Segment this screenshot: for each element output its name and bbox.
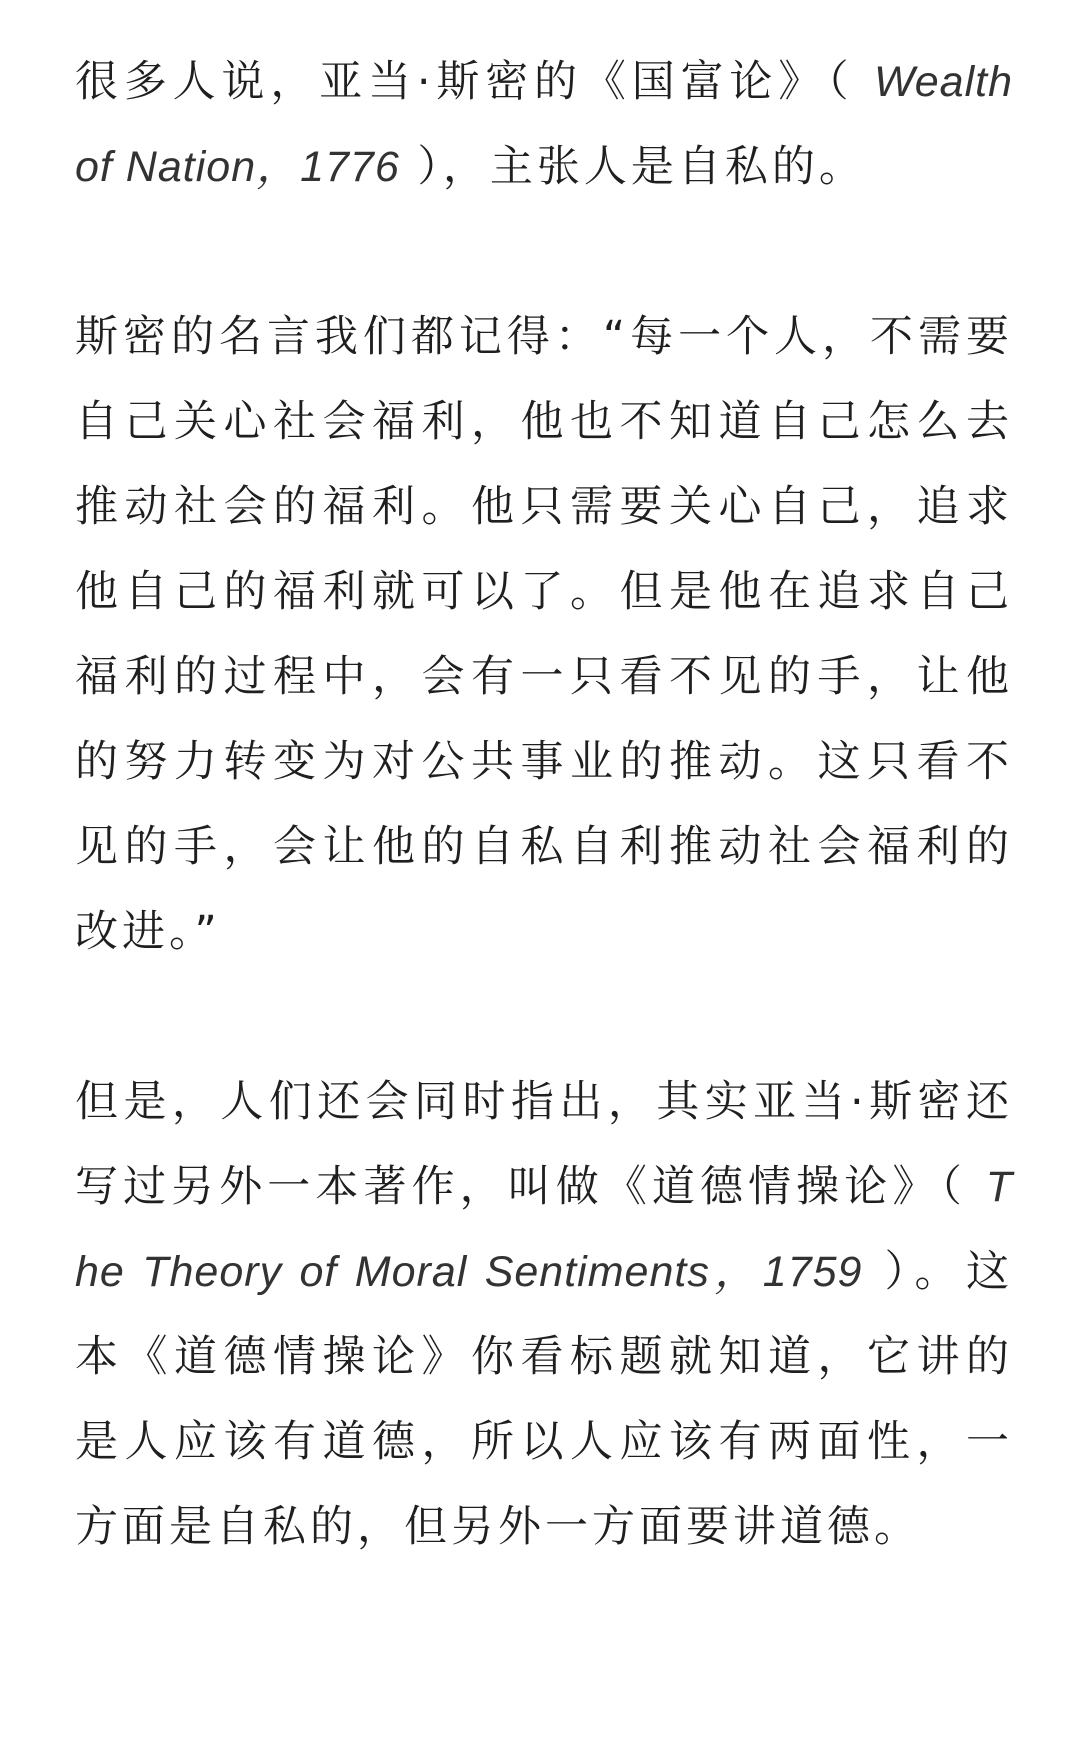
paragraph-1-text-b: ），主张人是自私的。	[399, 142, 866, 192]
article-body	[75, 40, 1013, 1570]
book-title-wealth-of-nation: Wealth of Nation，1776	[75, 58, 1013, 191]
paragraph-2-text: 斯密的名言我们都记得：“每一个人，不需要自己关心社会福利，他也不知道自己怎么去推动社会的福利。他只需要关心自己，追求他自己的福利就可以了。但是他在追求自己福利的过程中，会有一只看不见的手，让他的努力转变为对公共事业的推动。这只看不见的手，会让他的自私自利推动社会福利的改进。”	[75, 312, 1013, 957]
paragraph-3	[75, 1060, 1013, 1570]
paragraph-1-text-a: 很多人说，亚当·斯密的《国富论》（	[75, 57, 874, 107]
paragraph-3-text-a: 但是，人们还会同时指出，其实亚当·斯密还写过另外一本著作，叫做《道德情操论》（	[75, 1077, 1013, 1212]
book-title-theory-of-moral-sentiments: The Theory of Moral Sentiments，1759	[75, 1163, 1013, 1296]
paragraph-2	[75, 295, 1013, 975]
paragraph-3-text-b: ）。这本《道德情操论》你看标题就知道，它讲的是人应该有道德，所以人应该有两面性，一方面是自私的，但另外一方面要讲道德。	[75, 1247, 1014, 1552]
paragraph-1	[75, 40, 1013, 210]
